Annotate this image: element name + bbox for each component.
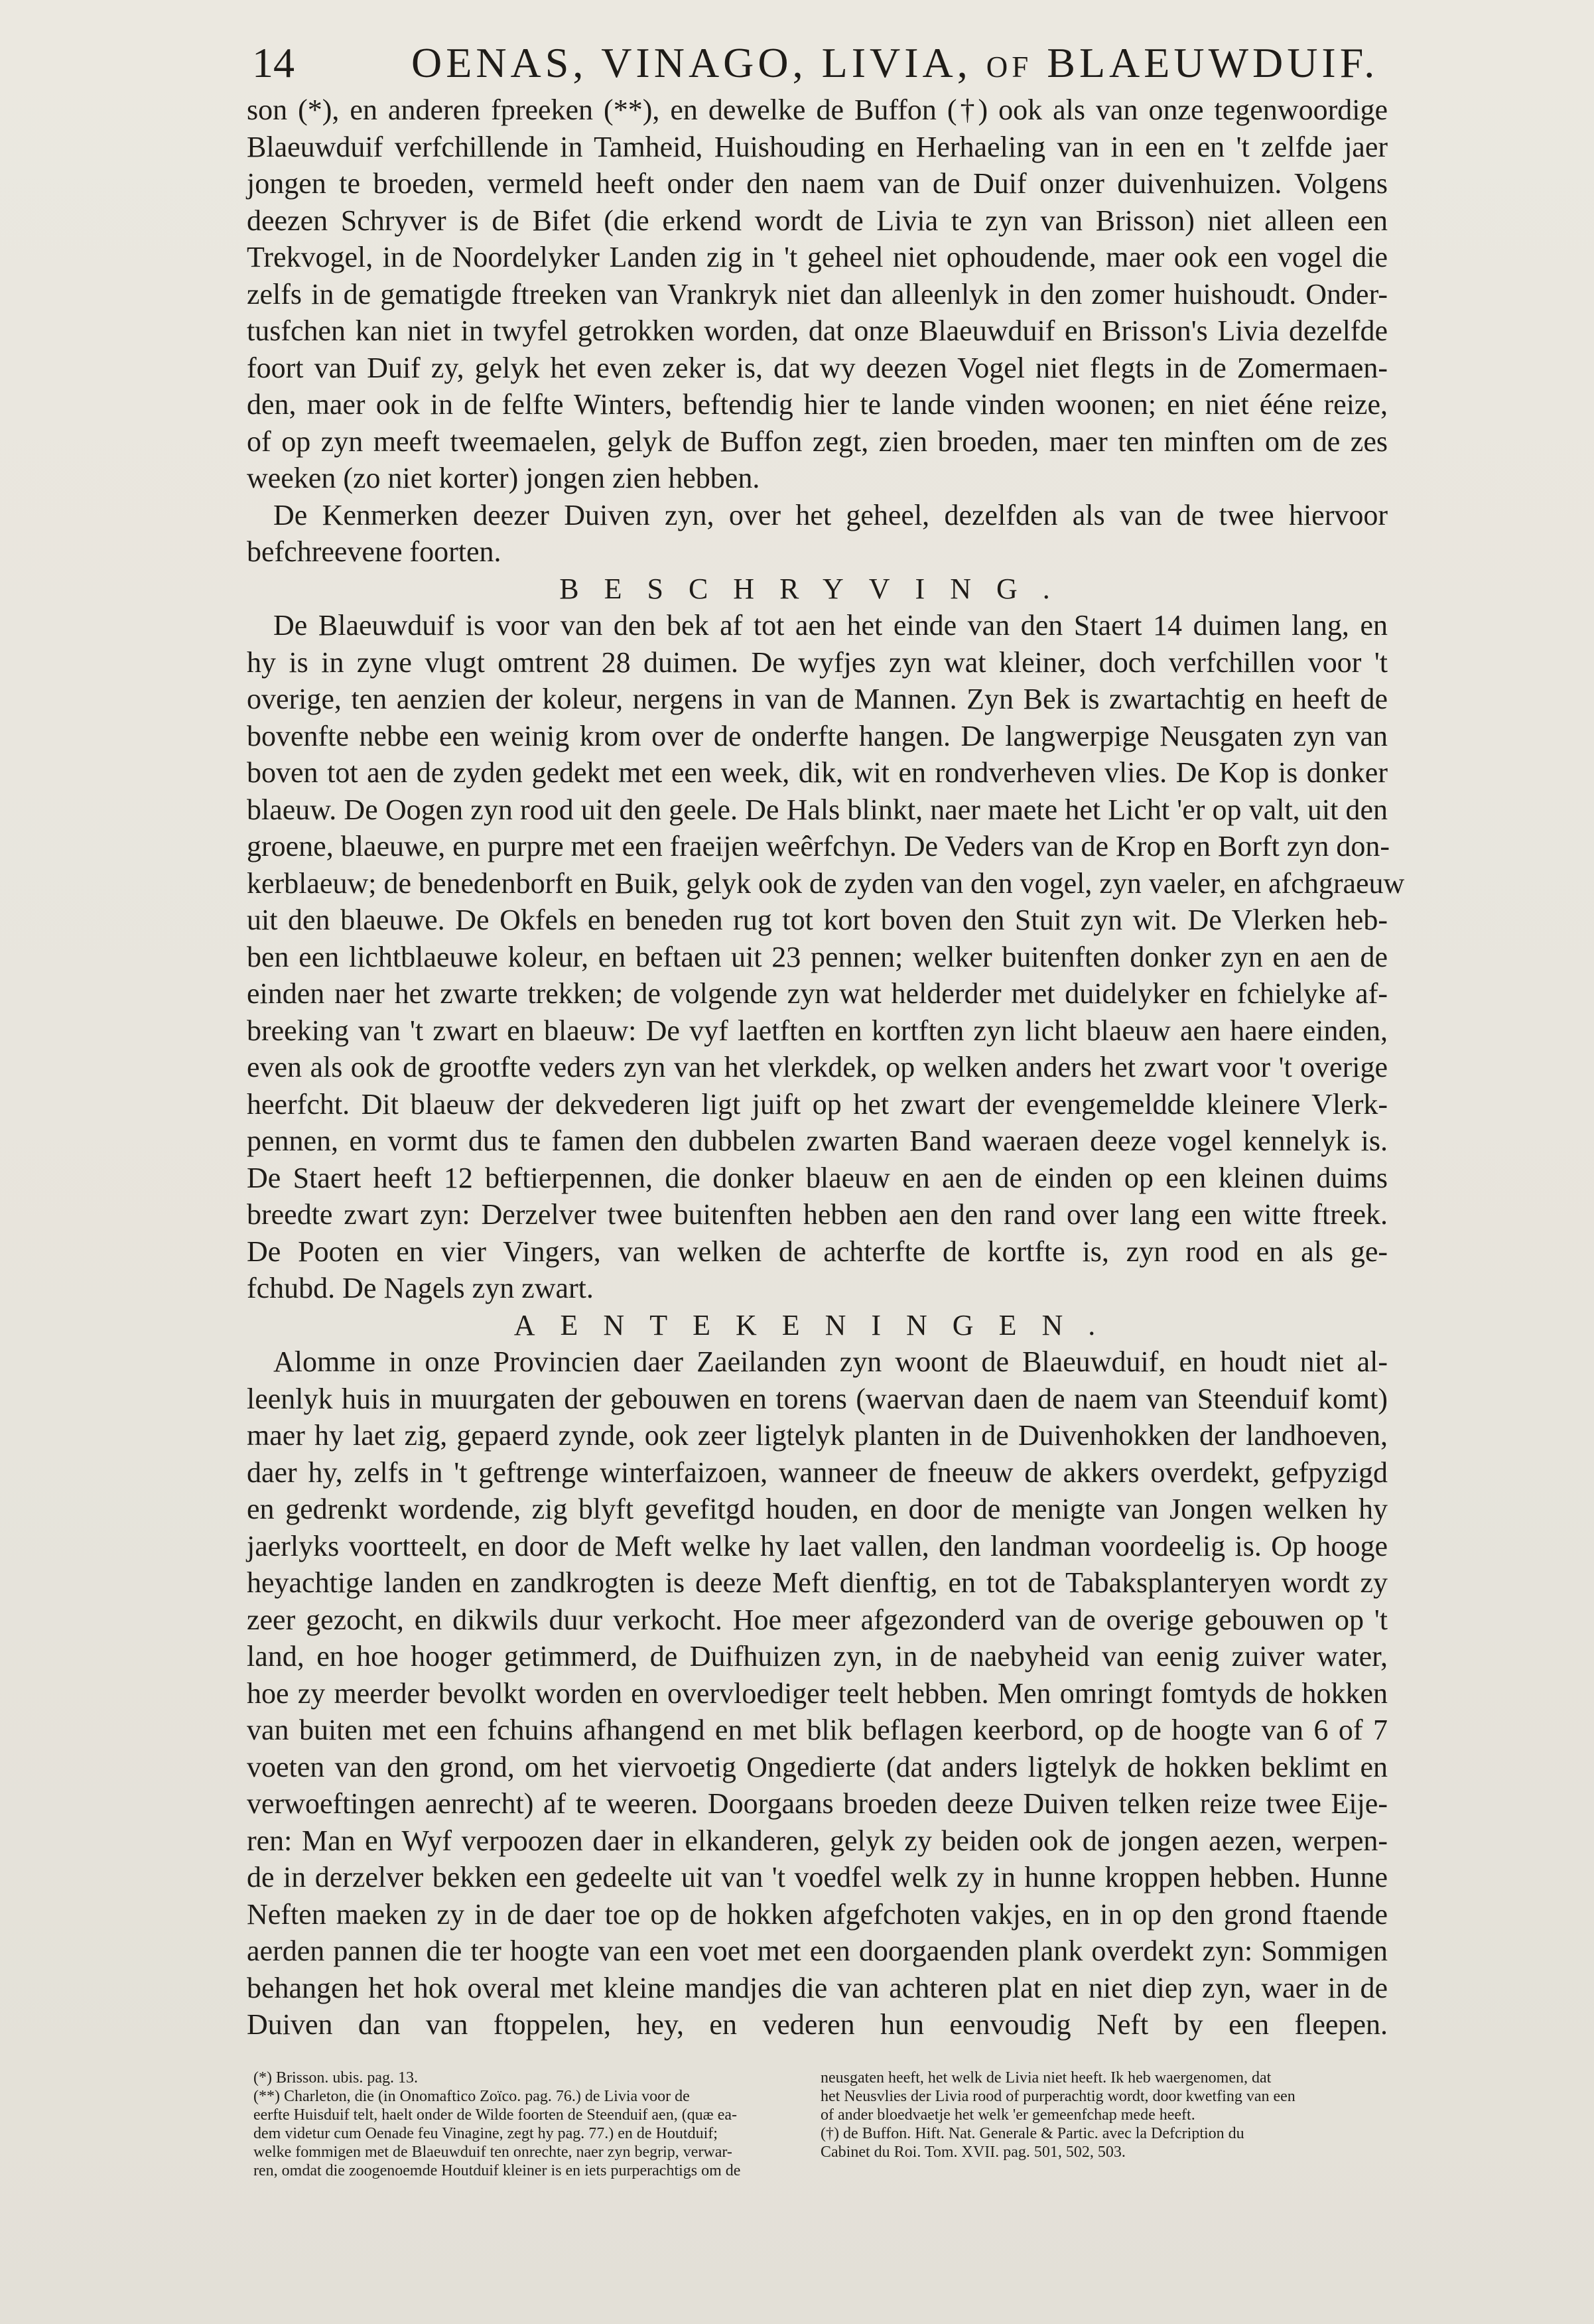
text-line: of op zyn meeft tweemaelen, gelyk de Buffon zegt, zien broeden, maer ten minften om de zes [247,425,1388,458]
text-line: en gedrenkt wordende, zig blyft gevefitgd houden, en door de menigte van Jongen welken hy [247,1493,1388,1525]
text-line: voeten van den grond, om het viervoetig Ongedierte (dat anders ligtelyk de hokken beklimt en [247,1750,1388,1783]
text-line: deezen Schryver is de Bifet (die erkend wordt de Livia te zyn van Brisson) niet alleen een [247,204,1388,237]
text-line: son (*), en anderen fpreeken (**), en dewelke de Buffon (†) ook als van onze tegenwoordige [247,94,1388,126]
text-line: overige, ten aenzien der koleur, nergens in van de Mannen. Zyn Bek is zwartachtig en heeft de [247,683,1388,715]
footnote-line: neusgaten heeft, het welk de Livia niet heeft. Ik heb waergenomen, dat [821,2069,1272,2086]
footnote-line: dem videtur cum Oenade feu Vinagine, zegt hy pag. 77.) en de Houtduif; [253,2125,718,2142]
text-line: heerfcht. Dit blaeuw der dekvederen ligt juift op het zwart der evengemeldde kleinere Vlerk- [247,1087,1388,1121]
text-line: De Staert heeft 12 beftierpennen, die donker blaeuw en aen de einden op een kleinen duims [247,1161,1388,1194]
text-line: tusfchen kan niet in twyfel getrokken worden, dat onze Blaeuwduif en Brisson's Livia dezelfde [247,314,1388,347]
footnote-line: Cabinet du Roi. Tom. XVII. pag. 501, 502, 503. [821,2144,1126,2161]
footnote-line: (†) de Buffon. Hift. Nat. Generale & Partic. avec la Defcription du [821,2125,1244,2142]
text-line: boven tot aen de zyden gedekt met een week, dik, wit en rondverheven vlies. De Kop is donker [247,756,1388,789]
text-line: even als ook de grootfte veders zyn van het vlerkdek, op welken anders het zwart voor 't overige [247,1051,1388,1083]
footnotes [253,2069,1381,2268]
section-heading-beschryving: BESCHRYVING. [559,572,1075,605]
text-line: jaerlyks voortteelt, en door de Meft welke hy laet vallen, den landman voordeelig is. Op hooge [247,1529,1388,1562]
text-line: Alomme in onze Provincien daer Zaeilanden zyn woont de Blaeuwduif, en houdt niet al- [273,1345,1388,1378]
text-line: bovenfte nebbe een weinig krom over de onderfte hangen. De langwerpige Neusgaten zyn van [247,719,1388,752]
footnote-line: of ander bloedvaetje het welk 'er gemeenfchap mede heeft. [821,2106,1195,2124]
text-line: land, en hoe hooger getimmerd, de Duifhuizen zyn, in de naebyheid van eenig zuiver water, [247,1640,1388,1673]
text-line: De Blaeuwduif is voor van den bek af tot aen het einde van den Staert 14 duimen lang, en [273,609,1388,642]
text-line: uit den blaeuwe. De Okfels en beneden rug tot kort boven den Stuit zyn wit. De Vlerken heb- [247,904,1388,936]
running-title: OENAS, VINAGO, LIVIA, of BLAEUWDUIF. [411,39,1379,86]
footnote-line: ren, omdat die zoogenoemde Houtduif kleiner is en iets purperachtigs om de [253,2162,741,2179]
text-line: weeken (zo niet korter) jongen zien hebben. [247,462,760,494]
footnotes-right-column [821,2069,1378,2161]
text-line: fchubd. De Nagels zyn zwart. [247,1272,594,1304]
text-line: Neften maeken zy in de daer toe op de hokken afgefchoten vakjes, en in op den grond ftaende [247,1897,1388,1931]
text-line: hy is in zyne vlugt omtrent 28 duimen. De wyfjes zyn wat kleiner, doch verfchillen voor 't [247,646,1388,679]
page-number: 14 [252,39,295,86]
section-heading-aentekeningen: AENTEKENINGEN. [513,1308,1121,1341]
footnote-line: (**) Charleton, die (in Onomaftico Zoïco. pag. 76.) de Livia voor de [253,2088,690,2105]
text-line: De Pooten en vier Vingers, van welken de achterfte de kortfte is, zyn rood en als ge- [247,1235,1388,1268]
footnote-line: eerfte Huisduif telt, haelt onder de Wilde foorten de Steenduif aen, (quæ ea- [253,2106,737,2124]
text-line: behangen het hok overal met kleine mandjes die van achteren plat en niet diep zyn, waer in de [247,1971,1388,2004]
text-line: zeer gezocht, en dikwils duur verkocht. Hoe meer afgezonderd van de overige gebouwen op 't [247,1603,1388,1636]
text-line: zelfs in de gematigde ftreeken van Vrankryk niet dan alleenlyk in den zomer huishoudt. Onder- [247,277,1388,310]
footnote-line: het Neusvlies der Livia rood of purperachtig wordt, door kwetfing van een [821,2088,1295,2105]
text-line: Duiven dan van ftoppelen, hey, en vederen hun eenvoudig Neft by een fleepen. [247,2008,1388,2041]
text-line: den, maer ook in de felfte Winters, beftendig hier te lande vinden woonen; en niet éénе reize, [247,388,1388,421]
text-line: De Kenmerken deezer Duiven zyn, over het geheel, dezelfden als van de twee hiervoor [273,498,1388,531]
text-line: aerden pannen die ter hoogte van een voet met een doorgaenden plank overdekt zyn: Sommigen [247,1935,1388,1967]
text-line: blaeuw. De Oogen zyn rood uit den geele. De Hals blinkt, naer maete het Licht 'er op valt, uit den [247,793,1388,826]
text-line: breedte zwart zyn: Derzelver twee buitenften hebben aen den rand over lang een witte ftreek. [247,1198,1388,1231]
text-line: van buiten met een fchuins afhangend en met blik beflagen keerbord, op de hoogte van 6 of 7 [247,1714,1388,1746]
text-line: hoe zy meerder bevolkt worden en overvloediger teelt hebben. Men omringt fomtyds de hokken [247,1676,1388,1710]
footnote-line: welke fommigen met de Blaeuwduif ten onrechte, naer zyn begrip, verwar- [253,2144,732,2161]
footnotes-left-column [253,2069,791,2180]
text-line: Trekvogel, in de Noordelyker Landen zig in 't geheel niet ophoudende, maer ook een vogel die [247,241,1388,273]
text-line: daer hy, zelfs in 't geftrenge winterfaizoen, wanneer de fneeuw de akkers overdekt, gefpyzigd [247,1456,1388,1489]
text-line: de in derzelver bekken een gedeelte uit van 't voedfel welk zy in hunne kroppen hebben. Hunne [247,1861,1388,1893]
text-line: breeking van 't zwart en blaeuw: De vyf laetften en kortften zyn licht blaeuw aen haere einden, [247,1014,1388,1047]
text-line: heyachtige landen en zandkrogten is deeze Meft dienftig, en tot de Tabaksplanteryen wordt zy [247,1566,1388,1599]
text-line: maer hy laet zig, gepaerd zynde, ook zeer ligtelyk planten in de Duivenhokken der landhoeven, [247,1419,1388,1452]
text-line: ben een lichtblaeuwe koleur, en beftaen uit 23 pennen; welker buitenften donker zyn en aen de [247,940,1388,973]
text-line: foort van Duif zy, gelyk het even zeker is, dat wy deezen Vogel niet flegts in de Zomermaen- [247,351,1388,384]
text-line: ren: Man en Wyf verpoozen daer in elkanderen, gelyk zy beiden ook de jongen aezen, werpen- [247,1824,1388,1857]
text-line: kerblaeuw; de benedenborft en Buik, gelyk ook de zyden van den vogel, zyn vaeler, en afchgraeuw [247,866,1405,900]
text-line: groene, blaeuwe, en purpre met een fraeijen weêrfchyn. De Veders van de Krop en Borft zyn don- [247,830,1390,862]
text-line: leenlyk huis in muurgaten der gebouwen en torens (waervan daen de naem van Steenduif komt) [247,1382,1388,1415]
text-line: Blaeuwduif verfchillende in Tamheid, Huishouding en Herhaeling van in een en 't zelfde jaer [247,130,1388,163]
text-line: verwoeftingen aenrecht) af te weeren. Doorgaans broeden deeze Duiven telken reize twee Eije- [247,1787,1388,1820]
text-line: pennen, en vormt dus te famen den dubbelen zwarten Band waeraen deeze vogel kennelyk is. [247,1125,1388,1157]
page-header [252,27,1380,100]
text-line: einden naer het zwarte trekken; de volgende zyn wat helderder met duidelyker en fchielyke af- [247,977,1388,1010]
body-text [247,92,1405,2080]
text-line: jongen te broeden, vermeld heeft onder den naem van de Duif onzer duivenhuizen. Volgens [247,167,1388,200]
text-line: befchreevene foorten. [247,535,501,568]
footnote-line: (*) Brisson. ubis. pag. 13. [253,2069,418,2086]
